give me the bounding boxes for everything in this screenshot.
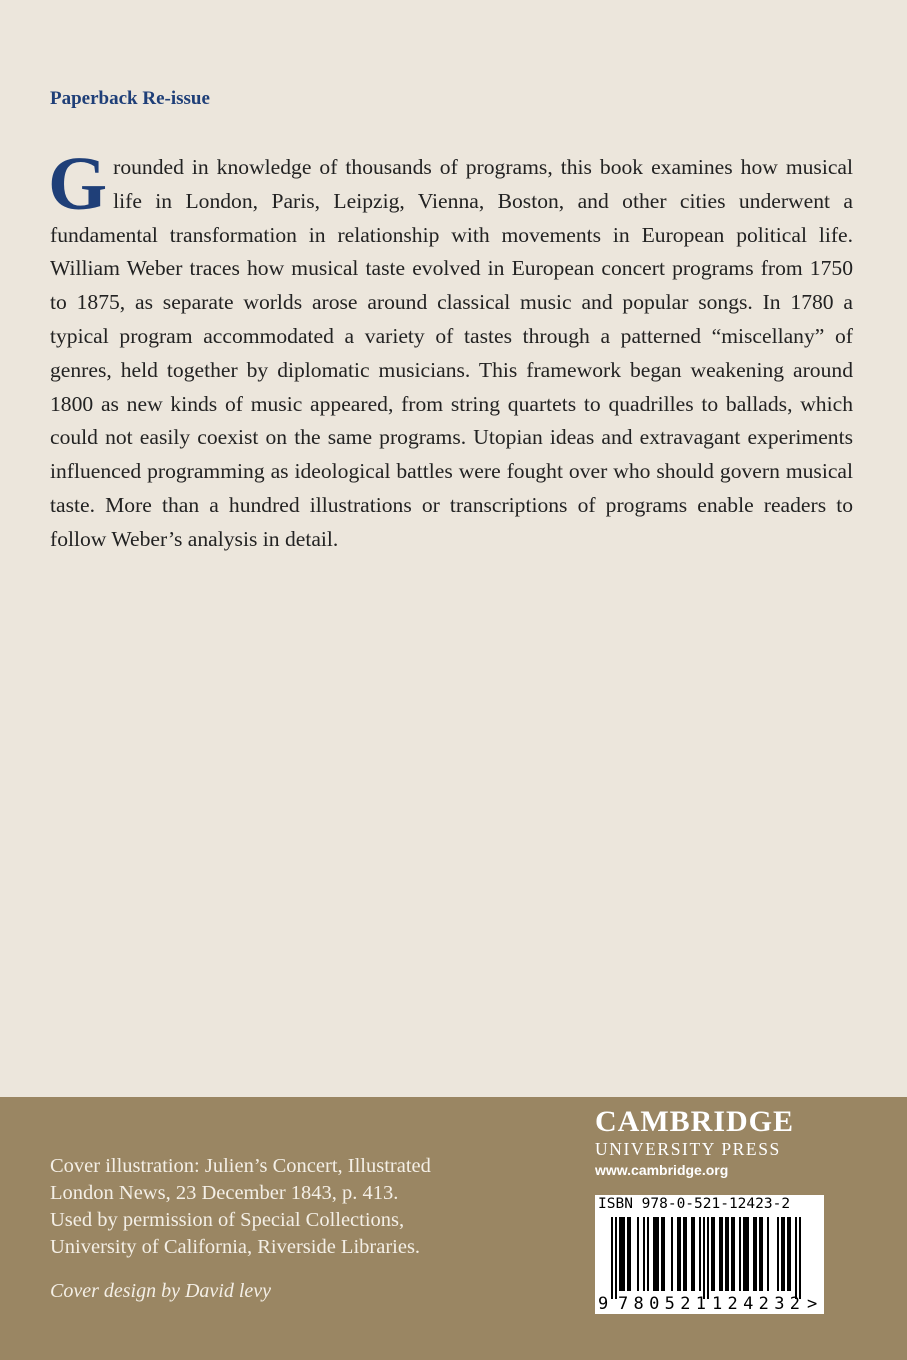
barcode-bar bbox=[731, 1217, 733, 1291]
barcode-bar bbox=[677, 1217, 679, 1291]
illustration-credit bbox=[50, 1153, 520, 1261]
publisher-subtitle: UNIVERSITY PRESS bbox=[595, 1139, 781, 1159]
barcode-bar bbox=[643, 1217, 645, 1291]
credit-line: University of California, Riverside Libraries. bbox=[50, 1236, 421, 1258]
barcode-bar bbox=[683, 1217, 685, 1291]
design-credit: Cover design by David levy bbox=[50, 1280, 272, 1302]
barcode-digits-left: 780521 bbox=[618, 1294, 706, 1314]
barcode-bar bbox=[787, 1217, 789, 1291]
barcode-bar bbox=[653, 1217, 655, 1291]
barcode-bar bbox=[693, 1217, 695, 1291]
isbn-barcode bbox=[595, 1195, 824, 1314]
barcode-bar bbox=[727, 1217, 729, 1291]
barcode-bar bbox=[747, 1217, 749, 1291]
barcode-bar bbox=[671, 1217, 673, 1291]
barcode-bar bbox=[739, 1217, 741, 1291]
barcode-bar bbox=[623, 1217, 625, 1291]
barcode-bar bbox=[725, 1217, 727, 1291]
barcode-bar bbox=[753, 1217, 755, 1291]
isbn-label: ISBN 978-0-521-12423-2 bbox=[598, 1196, 791, 1212]
barcode-bar bbox=[733, 1217, 735, 1291]
barcode-bar bbox=[627, 1217, 629, 1291]
barcode-bar bbox=[707, 1217, 709, 1299]
barcode-bar bbox=[743, 1217, 745, 1291]
barcode-bar bbox=[719, 1217, 721, 1291]
barcode-digit: 9 bbox=[598, 1294, 609, 1314]
description-text: rounded in knowledge of thousands of programs, this book examines how musical life in London, Paris, Leipzig, Vienna, Boston, and other cities underwent a fundamental transformation in relationship with movements in European political life. William Weber traces how musical taste evolved in European concert programs from 1750 to 1875, as separate worlds arose around classical music and popular songs. In 1780 a typical program accommodated a variety of tastes through a patterned “miscellany” of genres, held together by diplomatic musicians. This framework began weakening around 1800 as new kinds of music appeared, from string quartets to quadrilles to ballads, which could not easily coexist on the same programs. Utopian ideas and extravagant experiments influenced programming as ideological battles were fought over who should govern musical taste. More than a hundred illustrations or transcriptions of programs enable readers to follow Weber’s analysis in detail. bbox=[50, 155, 853, 551]
barcode-bar bbox=[679, 1217, 681, 1291]
book-description bbox=[48, 142, 853, 557]
barcode-bar bbox=[783, 1217, 785, 1291]
barcode-bar bbox=[685, 1217, 687, 1291]
barcode-digits-right: 124232 bbox=[712, 1294, 800, 1314]
barcode-bar bbox=[655, 1217, 657, 1291]
barcode-bar bbox=[703, 1217, 705, 1299]
series-label: Paperback Re-issue bbox=[50, 88, 210, 109]
barcode-bar bbox=[661, 1217, 663, 1291]
drop-cap: G bbox=[48, 142, 108, 226]
barcode-bar bbox=[615, 1217, 617, 1299]
barcode-bar bbox=[621, 1217, 623, 1291]
barcode-bar bbox=[657, 1217, 659, 1291]
publisher-url: www.cambridge.org bbox=[595, 1162, 729, 1178]
barcode-bar bbox=[755, 1217, 757, 1291]
barcode-bar bbox=[781, 1217, 783, 1291]
barcode-bar bbox=[767, 1217, 769, 1291]
barcode-bar bbox=[777, 1217, 779, 1291]
credit-line: London News, 23 December 1843, p. 413. bbox=[50, 1182, 399, 1204]
barcode-bar bbox=[629, 1217, 631, 1291]
barcode-bar bbox=[713, 1217, 715, 1291]
barcode-quiet-mark: > bbox=[807, 1294, 818, 1314]
publisher-logo bbox=[595, 1105, 835, 1181]
barcode-bar bbox=[795, 1217, 797, 1299]
barcode-bar bbox=[761, 1217, 763, 1291]
barcode-bar bbox=[721, 1217, 723, 1291]
barcode-bar bbox=[799, 1217, 801, 1299]
barcode-bar bbox=[699, 1217, 701, 1291]
barcode-bar bbox=[663, 1217, 665, 1291]
publisher-name: CAMBRIDGE bbox=[595, 1105, 795, 1138]
barcode-bar bbox=[647, 1217, 649, 1291]
barcode-icon bbox=[595, 1195, 824, 1314]
barcode-bar bbox=[691, 1217, 693, 1291]
barcode-bar bbox=[637, 1217, 639, 1291]
barcode-bar bbox=[611, 1217, 613, 1299]
barcode-bar bbox=[789, 1217, 791, 1291]
credit-line: Cover illustration: Julien’s Concert, Illustrated bbox=[50, 1155, 431, 1177]
barcode-bar bbox=[759, 1217, 761, 1291]
barcode-bar bbox=[711, 1217, 713, 1291]
credit-line: Used by permission of Special Collections, bbox=[50, 1209, 405, 1231]
barcode-bar bbox=[619, 1217, 621, 1291]
cover-lower-band bbox=[0, 1097, 907, 1360]
barcode-bar bbox=[745, 1217, 747, 1291]
